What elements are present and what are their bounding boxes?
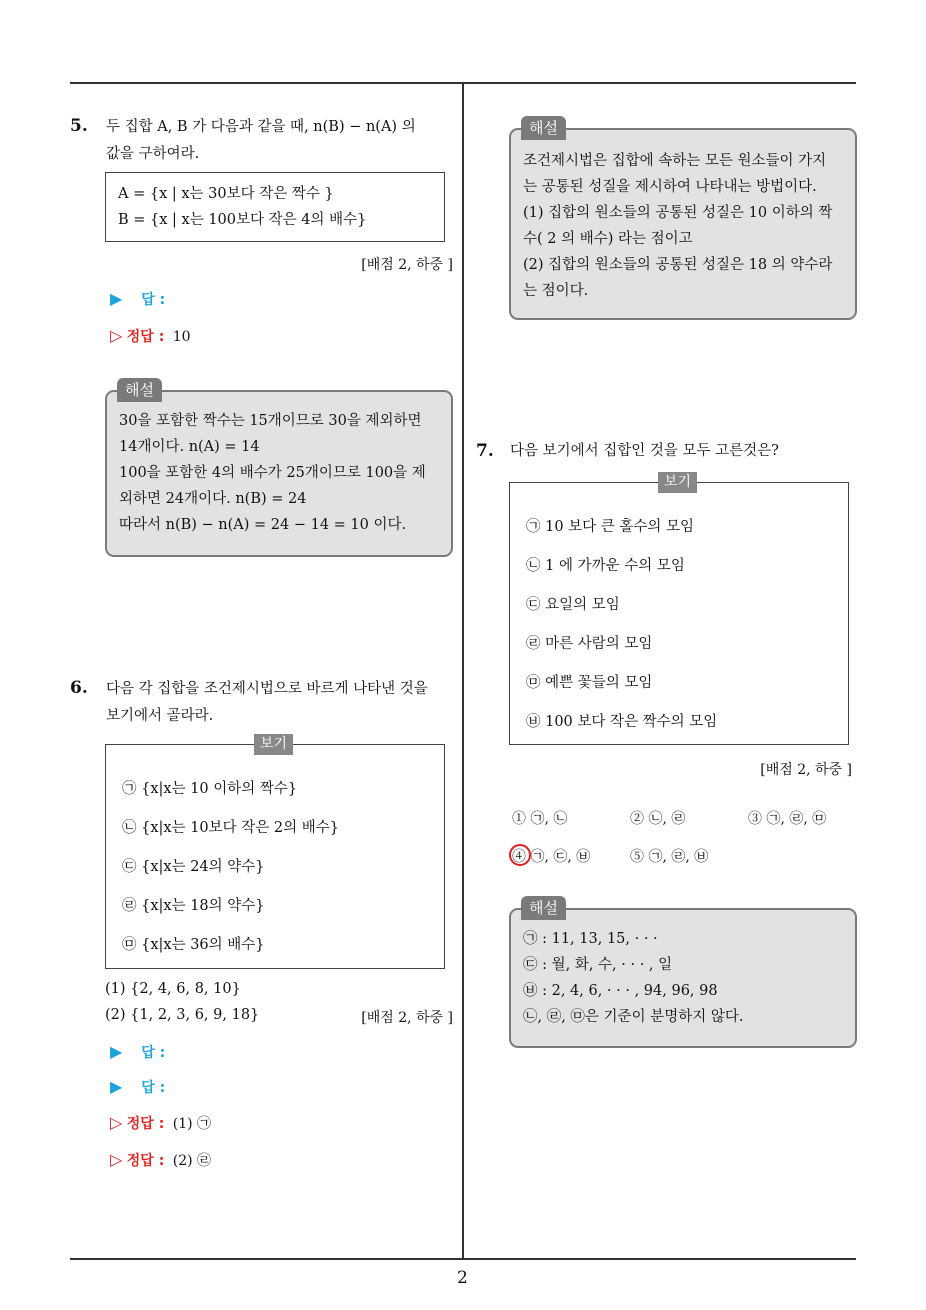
correct-arrow-icon: ▷ xyxy=(110,1150,123,1169)
q6-text-line: 보기에서 골라라. xyxy=(106,708,214,724)
bogi-item: ㉠ 10 보다 큰 홀수의 모임 xyxy=(526,519,695,535)
correct-arrow-icon: ▷ xyxy=(110,326,123,345)
answer-arrow-icon: ▶ xyxy=(110,1042,123,1061)
bogi-item: ㉡ {x|x는 10보다 작은 2의 배수} xyxy=(122,820,339,836)
bogi-item: ㉢ 요일의 모임 xyxy=(526,597,620,613)
explanation-line: 100을 포함한 4의 배수가 25개이므로 100을 제 xyxy=(119,465,426,481)
explanation-line: 는 공통된 성질을 제시하여 나타내는 방법이다. xyxy=(523,179,817,195)
q5-answer-row[interactable] xyxy=(110,289,165,309)
answer-label: 답 : xyxy=(141,1080,166,1096)
answer-circle-icon xyxy=(509,844,531,866)
bogi-item: ㉢ {x|x는 24의 약수} xyxy=(122,859,265,875)
explanation-line: ㉡, ㉣, ㉤은 기준이 분명하지 않다. xyxy=(523,1009,744,1025)
answer-label: 답 : xyxy=(141,292,166,308)
column-divider xyxy=(462,83,464,1258)
q6-text-line: 다음 각 집합을 조건제시법으로 바르게 나타낸 것을 xyxy=(106,681,428,697)
q6-correct-row-2 xyxy=(110,1150,211,1170)
explanation-line: 는 점이다. xyxy=(523,283,589,299)
explanation-line: 14개이다. n(A) = 14 xyxy=(119,439,260,455)
answer-label: 답 : xyxy=(141,1045,166,1061)
bogi-item: ㉤ 예쁜 꽃들의 모임 xyxy=(526,675,653,691)
q5-score: [배점 2, 하중 ] xyxy=(361,257,453,273)
q5-set-box xyxy=(105,172,445,242)
explanation-line: ㉢ : 월, 화, 수, · · · , 일 xyxy=(523,957,673,973)
explanation-label: 해설 xyxy=(521,896,566,920)
explanation-label: 해설 xyxy=(521,116,566,140)
explanation-line: (2) 집합의 원소들의 공통된 성질은 18 의 약수라 xyxy=(523,257,833,273)
bogi-item: ㉡ 1 에 가까운 수의 모임 xyxy=(526,558,685,574)
choice-1[interactable]: ① ㉠, ㉡ xyxy=(512,811,568,827)
q5-explanation-box xyxy=(105,381,453,557)
explanation-line: 외하면 24개이다. n(B) = 24 xyxy=(119,491,307,507)
q6-answer-row-1[interactable] xyxy=(110,1042,165,1062)
answer-arrow-icon: ▶ xyxy=(110,1077,123,1096)
q7-number: 7. xyxy=(476,441,494,461)
explanation-line: 수( 2 의 배수) 라는 점이고 xyxy=(523,231,693,247)
explanation-line: 따라서 n(B) − n(A) = 24 − 14 = 10 이다. xyxy=(119,517,407,533)
choice-4[interactable]: ④ ㉠, ㉢, ㉥ xyxy=(512,849,591,865)
q6-bogi-box xyxy=(105,736,445,969)
bogi-label: 보기 xyxy=(254,734,293,755)
correct-arrow-icon: ▷ xyxy=(110,1113,123,1132)
q5-set-line: A = {x | x는 30보다 작은 짝수 } xyxy=(118,186,334,202)
q7-bogi-box xyxy=(509,474,849,745)
choice-3[interactable]: ③ ㉠, ㉣, ㉤ xyxy=(748,811,827,827)
explanation-line: (1) 집합의 원소들의 공통된 성질은 10 이하의 짝 xyxy=(523,205,833,221)
q5-text-line: 두 집합 A, B 가 다음과 같을 때, n(B) − n(A) 의 xyxy=(106,119,416,135)
bogi-item: ㉥ 100 보다 작은 짝수의 모임 xyxy=(526,714,718,730)
correct-value: 10 xyxy=(172,329,191,345)
bogi-item: ㉣ {x|x는 18의 약수} xyxy=(122,898,265,914)
bottom-rule xyxy=(70,1258,856,1260)
correct-label: 정답 : xyxy=(126,329,165,345)
answer-arrow-icon: ▶ xyxy=(110,289,123,308)
q6-score: [배점 2, 하중 ] xyxy=(361,1010,453,1026)
correct-label: 정답 : xyxy=(126,1116,165,1132)
q6-sub-question: (2) {1, 2, 3, 6, 9, 18} xyxy=(105,1007,260,1023)
q5-text-line: 값을 구하여라. xyxy=(106,146,200,162)
q7-text: 다음 보기에서 집합인 것을 모두 고른것은? xyxy=(510,443,779,459)
choice-5[interactable]: ⑤ ㉠, ㉣, ㉥ xyxy=(630,849,709,865)
q5-number: 5. xyxy=(70,116,88,136)
explanation-line: 30을 포함한 짝수는 15개이므로 30을 제외하면 xyxy=(119,413,422,429)
explanation-line: 조건제시법은 집합에 속하는 모든 원소들이 가지 xyxy=(523,153,827,169)
correct-value: (1) ㉠ xyxy=(172,1116,212,1132)
bogi-label: 보기 xyxy=(658,472,697,493)
q6-explanation-box xyxy=(509,119,857,320)
q5-correct-row xyxy=(110,326,191,346)
explanation-line: ㉥ : 2, 4, 6, · · · , 94, 96, 98 xyxy=(523,983,718,999)
bogi-item: ㉠ {x|x는 10 이하의 짝수} xyxy=(122,781,298,797)
q5-set-line: B = {x | x는 100보다 작은 4의 배수} xyxy=(118,212,367,228)
bogi-item: ㉤ {x|x는 36의 배수} xyxy=(122,937,265,953)
choice-2[interactable]: ② ㉡, ㉣ xyxy=(630,811,686,827)
correct-value: (2) ㉣ xyxy=(172,1153,212,1169)
q7-score: [배점 2, 하중 ] xyxy=(760,762,852,778)
correct-label: 정답 : xyxy=(126,1153,165,1169)
page-number: 2 xyxy=(457,1268,468,1288)
q7-explanation-box xyxy=(509,899,857,1048)
q6-number: 6. xyxy=(70,678,88,698)
q6-correct-row-1 xyxy=(110,1113,211,1133)
q6-sub-question: (1) {2, 4, 6, 8, 10} xyxy=(105,981,241,997)
q6-answer-row-2[interactable] xyxy=(110,1077,165,1097)
explanation-line: ㉠ : 11, 13, 15, · · · xyxy=(523,931,658,947)
q5-text xyxy=(106,114,416,168)
q6-text xyxy=(106,676,428,730)
explanation-label: 해설 xyxy=(117,378,162,402)
bogi-item: ㉣ 마른 사람의 모임 xyxy=(526,636,653,652)
